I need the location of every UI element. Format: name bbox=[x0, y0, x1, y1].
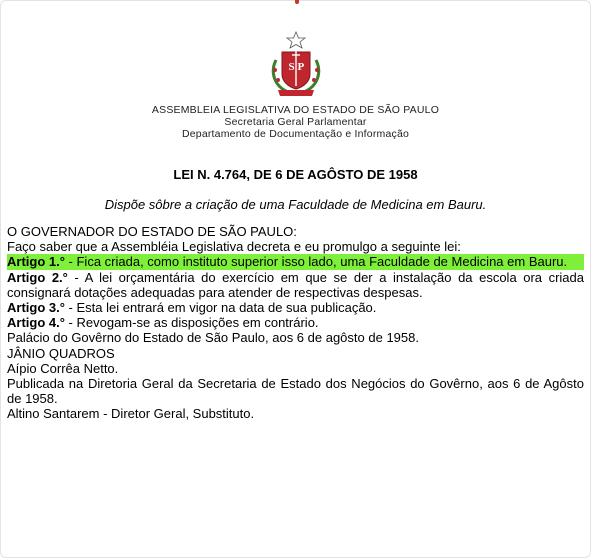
publication-line: Publicada na Diretoria Geral da Secretaria de Estado dos Negócios do Govêrno, aos 6 de Agôsto de 1958. bbox=[7, 376, 584, 407]
article-1-text: - Fica criada, como instituto superior isso lado, uma Faculdade de Medicina em Bauru. bbox=[64, 254, 568, 270]
law-body bbox=[7, 224, 584, 422]
seal-letter-p: P bbox=[297, 61, 304, 73]
law-summary: Dispõe sôbre a criação de uma Faculdade de Medicina em Bauru. bbox=[104, 197, 487, 212]
top-edge-mark bbox=[295, 0, 299, 4]
article-2 bbox=[7, 270, 584, 300]
director-line: Altino Santarem - Diretor Geral, Substituto. bbox=[7, 406, 255, 422]
article-3-label: Artigo 3.° bbox=[7, 300, 65, 316]
signer-governor: JÂNIO QUADROS bbox=[7, 345, 115, 361]
article-3 bbox=[7, 300, 584, 315]
sao-paulo-coat-of-arms-icon bbox=[266, 30, 326, 98]
article-4 bbox=[7, 315, 584, 330]
org-secretaria: Secretaria Geral Parlamentar bbox=[224, 116, 367, 128]
article-2-label: Artigo 2.° bbox=[7, 269, 68, 285]
article-3-text: - Esta lei entrará em vigor na data de sua publicação. bbox=[64, 300, 377, 316]
seal-letter-s: S bbox=[288, 61, 295, 73]
article-1-label: Artigo 1.° bbox=[7, 254, 65, 270]
intro-line: Faço saber que a Assembléia Legislativa decreta e eu promulgo a seguinte lei: bbox=[7, 239, 461, 255]
article-4-label: Artigo 4.° bbox=[7, 315, 65, 331]
palace-line: Palácio do Govêrno do Estado de São Paulo, aos 6 de agôsto de 1958. bbox=[7, 330, 419, 346]
article-1 bbox=[7, 254, 584, 269]
signer-secondary: Aípio Corrêa Netto. bbox=[7, 360, 119, 376]
article-4-text: - Revogam-se as disposições em contrário. bbox=[64, 315, 319, 331]
law-title: LEI N. 4.764, DE 6 DE AGÔSTO DE 1958 bbox=[173, 167, 418, 182]
article-2-text: - A lei orçamentária do exercício em que se der a instalação da escola ora criada consignará dotações adequadas para atender de respectivas despesas. bbox=[7, 269, 584, 300]
governor-line: O GOVERNADOR DO ESTADO DE SÃO PAULO: bbox=[7, 224, 297, 239]
org-departamento: Departamento de Documentação e Informação bbox=[181, 128, 410, 140]
document-header bbox=[0, 30, 591, 140]
org-name: ASSEMBLEIA LEGISLATIVA DO ESTADO DE SÃO PAULO bbox=[151, 104, 440, 116]
